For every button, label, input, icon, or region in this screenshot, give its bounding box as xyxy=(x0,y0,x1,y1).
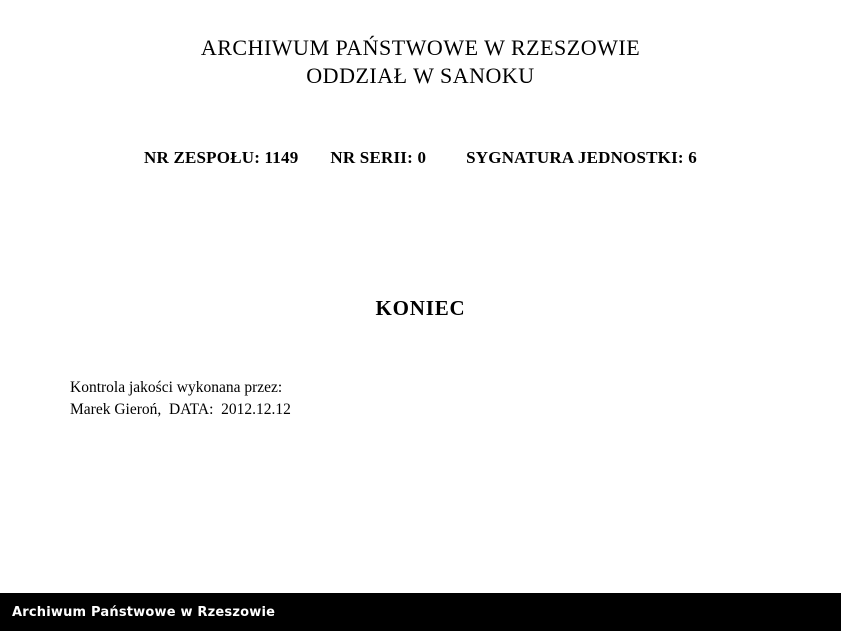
end-marker: KONIEC xyxy=(375,296,466,320)
quality-control-line-2: Marek Gieroń, DATA: 2012.12.12 xyxy=(70,401,291,418)
series-number-value: 0 xyxy=(417,148,427,167)
series-number-label: NR SERII: xyxy=(330,148,413,167)
quality-control-line-1: Kontrola jakości wykonana przez: xyxy=(70,379,283,396)
footer-institution-label: Archiwum Państwowe w Rzeszowie xyxy=(12,604,276,620)
unit-signature-value: 6 xyxy=(688,148,697,167)
quality-control-note xyxy=(70,377,841,421)
series-number xyxy=(330,148,426,168)
fond-number xyxy=(144,148,298,168)
unit-signature xyxy=(466,148,697,168)
fond-number-label: NR ZESPOŁU: xyxy=(144,148,261,167)
footer-bar xyxy=(0,593,841,631)
fond-number-value: 1149 xyxy=(264,148,299,167)
archival-identifiers xyxy=(0,148,841,168)
institution-name-line-1: ARCHIWUM PAŃSTWOWE W RZESZOWIE xyxy=(200,35,641,60)
institution-header xyxy=(0,0,841,90)
unit-signature-label: SYGNATURA JEDNOSTKI: xyxy=(466,148,684,167)
institution-name-line-2: ODDZIAŁ W SANOKU xyxy=(306,63,535,88)
